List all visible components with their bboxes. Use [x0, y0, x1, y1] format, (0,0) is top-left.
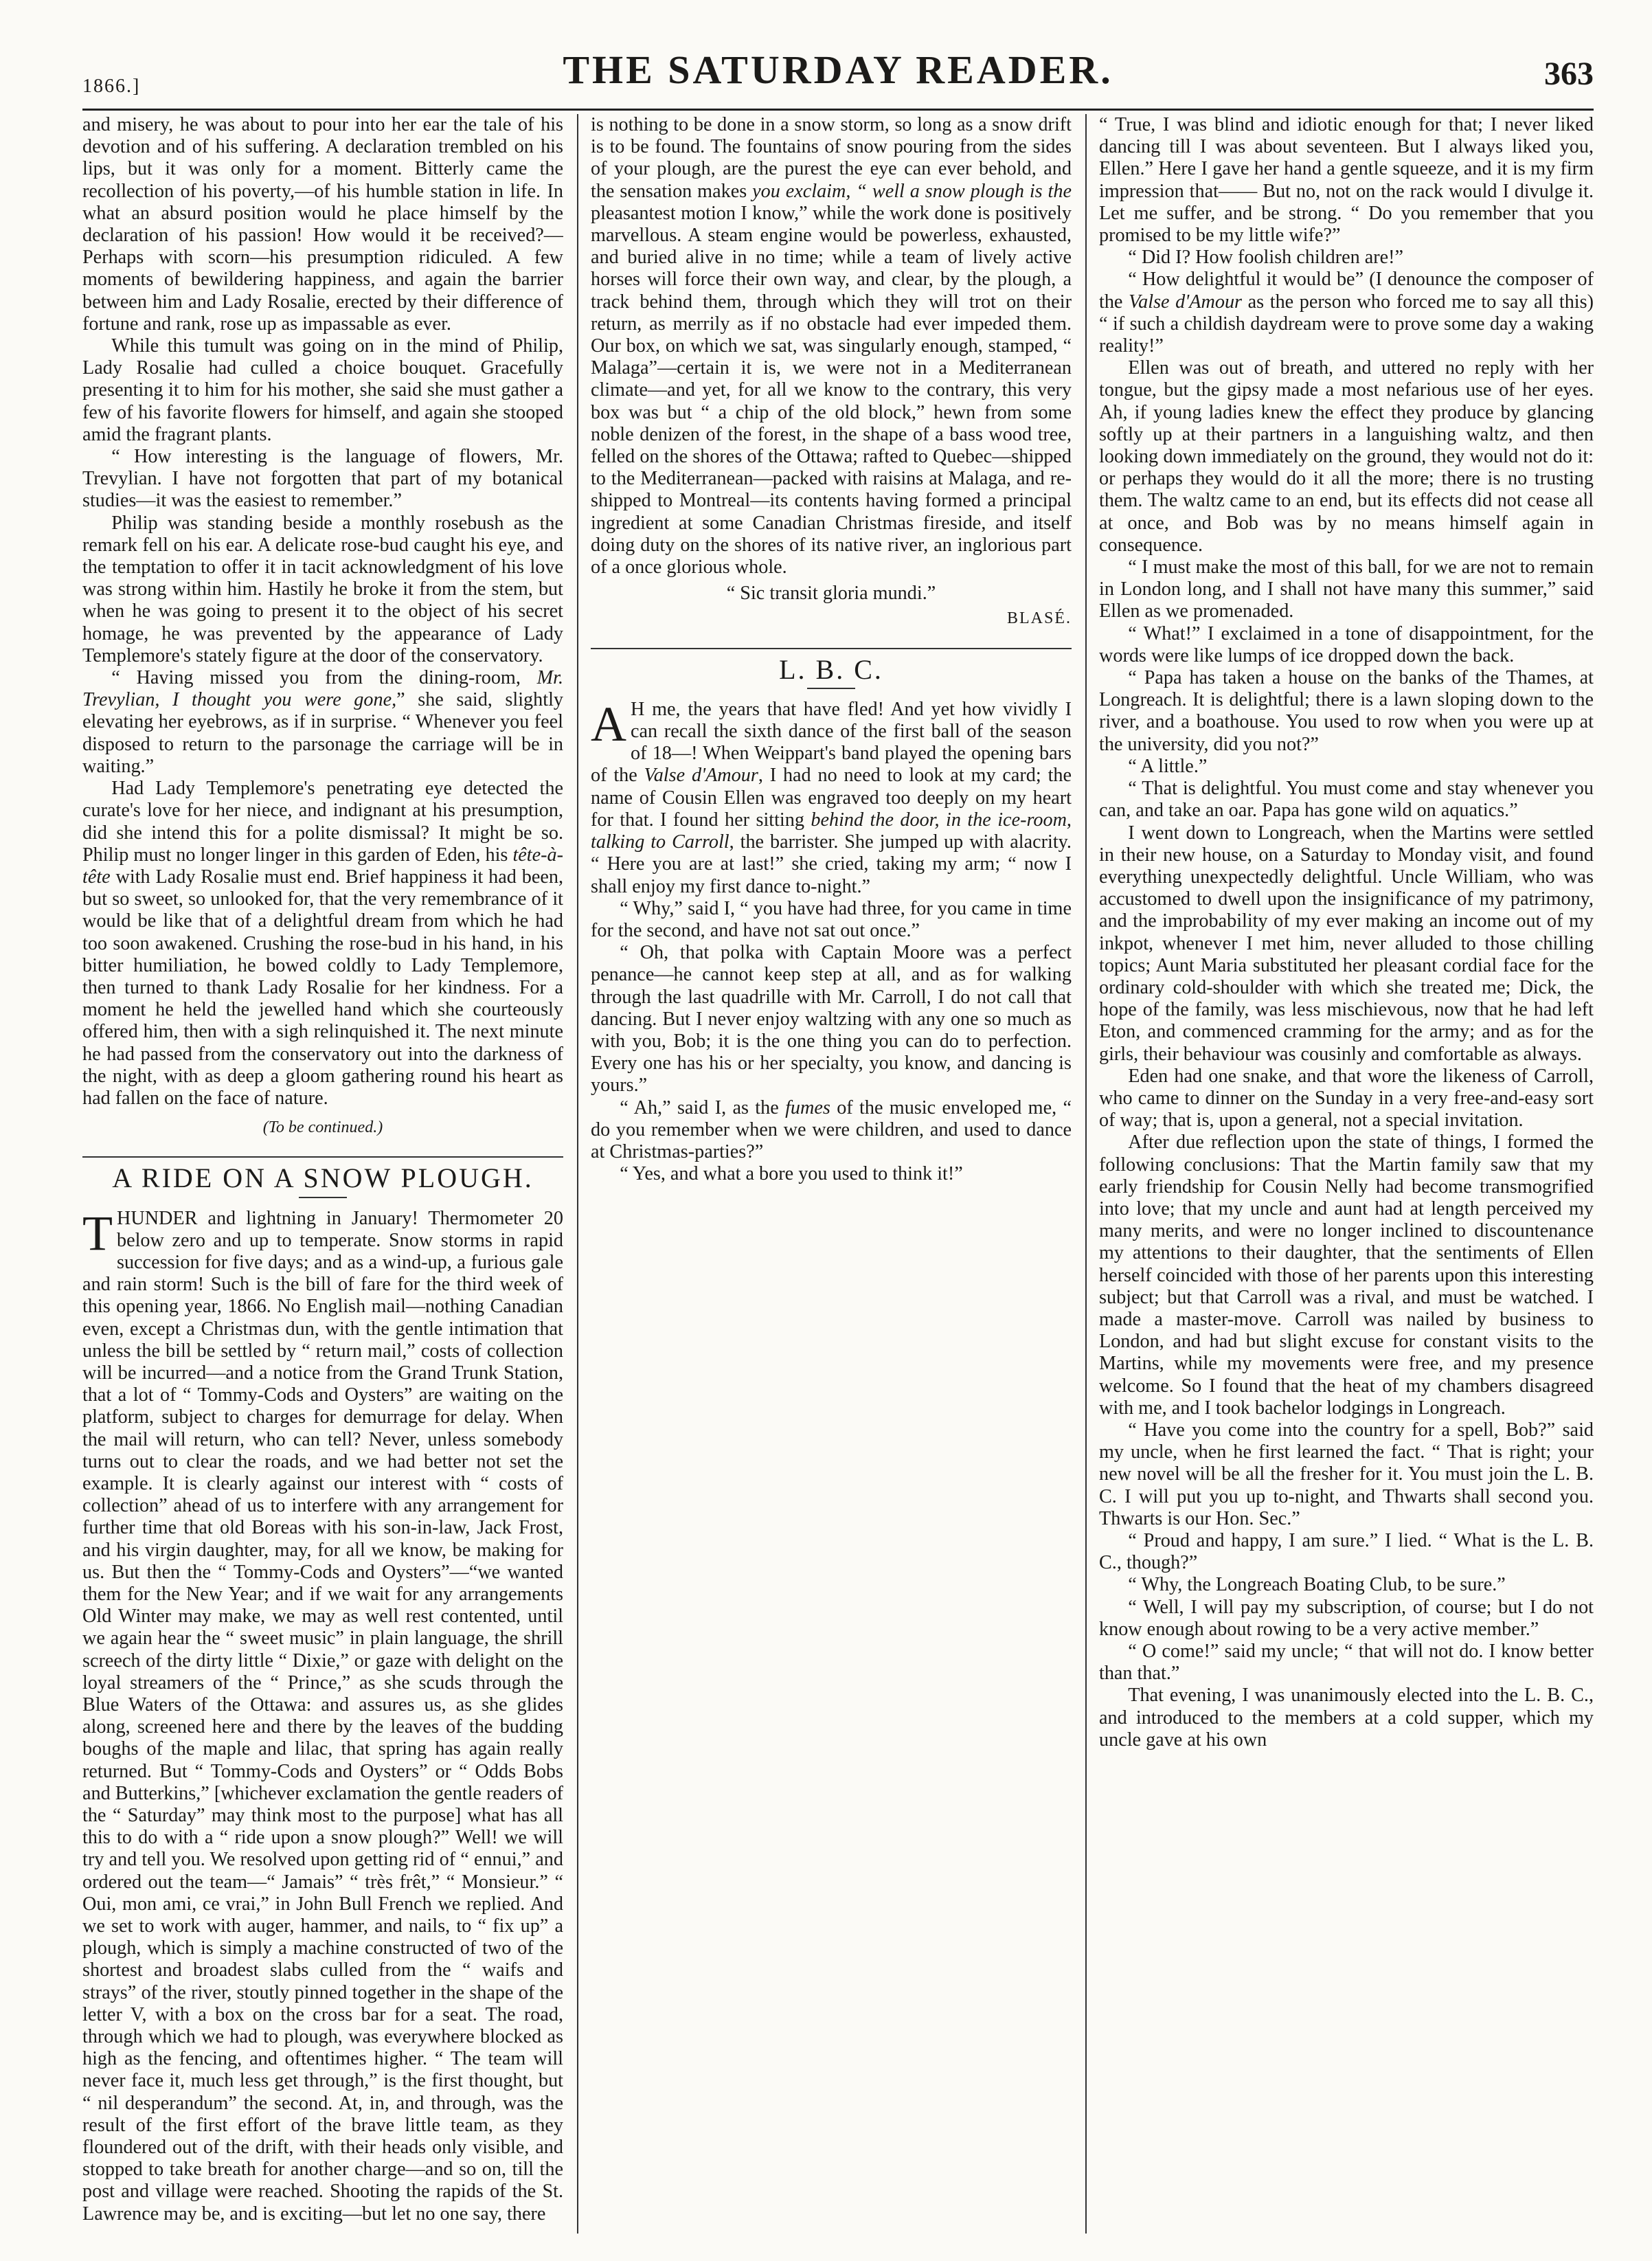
publication-title: THE SATURDAY READER. — [563, 47, 1113, 92]
author-signature: BLASÉ. — [1006, 609, 1072, 628]
lbc-paragraph: “ A little.” — [1128, 755, 1208, 777]
lbc-paragraph: “ Proud and happy, I am sure.” I lied. “ What is the L. B. C., though?” — [1099, 1530, 1594, 1574]
lbc-paragraph: “ What!” I exclaimed in a tone of disappointment, for the words were like lumps of ice dropped down the back. — [1099, 622, 1594, 666]
lbc-paragraph: Eden had one snake, and that wore the likeness of Carroll, who came to dinner on the Sunday in a very free-and-easy sort of way; that is, upon a general, not a special invitation. — [1099, 1065, 1594, 1132]
column-divider — [577, 114, 578, 2234]
lbc-paragraph: “ Oh, that polka with Captain Moore was a perfect penance—he cannot keep step at all, and as for walking through the last quadrille with Mr. Carroll, I do not call that dancing. But I never enjoy waltzing with any one so much as with you, Bob; it is the one thing you can do to perfection. Every one has his or her specialty, you know, and dancing is yours.” — [591, 942, 1072, 1096]
issue-date: 1866.] — [82, 76, 141, 97]
column-2-flow — [591, 114, 1072, 578]
title-rule — [807, 688, 855, 689]
column-3 — [1099, 114, 1594, 2234]
lbc-paragraph: “ Why,” said I, “ you have had three, for you came in time for the second, and have not sat out once.” — [591, 897, 1072, 941]
latin-quote: “ Sic transit gloria mundi.” — [726, 583, 936, 605]
title-rule — [299, 1197, 347, 1198]
lbc-paragraph: “ How delightful it would be” (I denounce the composer of the Valse d'Amour as the person who forced me to say all this) “ if such a childish daydream were to prove some day a waking reality!” — [1099, 269, 1594, 357]
lbc-paragraph: “ O come!” said my uncle; “ that will not do. I know better than that.” — [1099, 1641, 1594, 1685]
drop-cap: A — [591, 696, 626, 752]
masthead — [82, 21, 1594, 110]
lbc-paragraph: “ Ah,” said I, as the fumes of the music enveloped me, “ do you remember when we were children, and used to dance at Christmas-parties?” — [591, 1096, 1072, 1162]
column-divider — [1085, 114, 1087, 2234]
article-title-snow-plough: A RIDE ON A SNOW PLOUGH. — [82, 1156, 563, 1189]
article-title-lbc: L. B. C. — [591, 648, 1072, 681]
drop-cap: T — [82, 1205, 113, 1261]
story-paragraph: “ Having missed you from the dining-room, Mr. Trevylian, I thought you were gone,” she said, slightly elevating her eyebrows, as if in surprise. “ Whenever you feel disposed to return to the parsonage the carriage will be in waiting.” — [82, 667, 563, 777]
lbc-paragraph: “ That is delightful. You must come and stay whenever you can, and take an oar. Papa has gone wild on aquatics.” — [1099, 778, 1594, 822]
story-paragraph: While this tumult was going on in the mind of Philip, Lady Rosalie had culled a choice bouquet. Gracefully presenting it to him for his mother, she said she must gather a few of his favorite flowers for himself, and again she stooped amid the fragrant plants. — [82, 335, 563, 445]
lbc-paragraph: I went down to Longreach, when the Martins were settled in their new house, on a Saturday to Monday visit, and found everything unexpectedly delightful. Uncle William, who was accustomed to dwell upon the insignificance of my patrimony, and the improbability of my ever making an income out of my inkpot, whenever I met him, never alluded to those chilling topics; Aunt Maria substituted her pleasant cordial face for the ordinary cold-shoulder with which she treated me; Dick, the hope of the family, was less mischievous, now that he had left Eton, and commenced cramming for the army; and as for the girls, their behaviour was cousinly and comfortable as always. — [1099, 822, 1594, 1065]
snow-plough-paragraph: THUNDER and lightning in January! Thermometer 20 below zero and up to temperate. Snow storms in rapid succession for five days; and as a wind-up, a furious gale and rain storm! Such is the bill of fare for the third week of this opening year, 1866. No English mail—nothing Canadian even, except a Christmas dun, with the gentle intimation that unless the bill be settled by “ return mail,” costs of collection will be incurred—and a notice from the Grand Trunk Station, that a lot of “ Tommy-Cods and Oysters” are waiting on the platform, subject to charges for demurrage for delay. When the mail will return, who can tell? Never, unless somebody turns out to clear the roads, and we had better not set the example. It is clearly against our interest with “ costs of collection” ahead of us to interfere with any arrangement for further time that old Boreas with his son-in-law, Jack Frost, and his virgin daughter, may, for all we know, be making for us. But then the “ Tommy-Cods and Oysters”—“we wanted them for the New Year; and if we wait for any arrangements Old Winter may make, we may as well rest contented, until we again hear the “ sweet music” in plain language, the shrill screech of the dirty little “ Dixie,” or gaze with delight on the loyal streamers of the “ Prince,” as she scuds through the Blue Waters of the Ottawa: and assures us, as she glides along, screened here and there by the leaves of the budding boughs of the maple and lilac, that spring has again really returned. But “ Tommy-Cods and Oysters” or “ Odds Bobs and Butterkins,” [whichever exclamation the gentle readers of the “ Saturday” may think most to the purpose] what has all this to do with a “ ride upon a snow plough?” Well! we will try and tell you. We resolved upon getting rid of “ ennui,” and ordered out the team—“ Jamais” “ très frêt,” “ Monsieur.” “ Oui, mon ami, ce vrai,” in John Bull French we replied. And we set to work with auger, hammer, and nails, to “ fix up” a plough, which is simply a machine constructed of two of the shortest and broadest slabs culled from the “ waifs and strays” of the river, stoutly pinned together in the shape of the letter V, with a box on the cross bar for a seat. The road, through which we had to plough, was everywhere blocked as high as the fencing, and oftentimes higher. “ The team will never face it, much less get through,” is the first thought, but “ nil desperandum” the second. At, in, and through, was the result of the first effort of the brave little team, as they floundered out of the drift, with their heads only visible, and stopped to take breath for another charge—and so on, till the post and village were reached. Shooting the rapids of the St. Lawrence may be, and is exciting—but let no one say, there — [82, 1205, 563, 2225]
lbc-paragraph: “ Papa has taken a house on the banks of the Thames, at Longreach. It is delightful; there is a lawn sloping down to the river, and a boathouse. You used to row when you were up at the university, did you not?” — [1099, 667, 1594, 755]
lbc-paragraph: “ True, I was blind and idiotic enough for that; I never liked dancing till I was about seventeen. But I always liked you, Ellen.” Here I gave her hand a gentle squeeze, and it is my firm impression that—— But no, not on the rack would I divulge it. Let me suffer, and be strong. “ Do you remember that you promised to be my little wife?” — [1099, 114, 1594, 247]
lbc-paragraph: “ Well, I will pay my subscription, of course; but I do not know enough about rowing to be a very active member.” — [1099, 1596, 1594, 1640]
lbc-paragraph: “ I must make the most of this ball, for we are not to remain in London long, and I shall not have many this summer,” said Ellen as we promenaded. — [1099, 556, 1594, 622]
story-paragraph: and misery, he was about to pour into her ear the tale of his devotion and of his suffering. A declaration trembled on his lips, but it was only for a moment. Bitterly came the recollection of his poverty,—of his humble station in life. In what an absurd position would he place himself by the declaration of his passion! How would it be received?—Perhaps with scorn—his presumption ridiculed. A few moments of bewildering happiness, and again the barrier between him and Lady Rosalie, erected by their difference of fortune and rank, rose up as impassable as ever. — [82, 114, 563, 335]
column-2 — [591, 114, 1072, 2234]
story-paragraph: Philip was standing beside a monthly rosebush as the remark fell on his ear. A delicate rose-bud caught his eye, and the temptation to offer it in tacit acknowledgment of his love was strong within him. Hastily he broke it from the stem, but when he was going to present it to the object of his secret homage, he was prevented by the appearance of Lady Templemore's stately figure at the door of the conservatory. — [82, 512, 563, 666]
lbc-paragraph: After due reflection upon the state of things, I formed the following conclusions: That the Martin family saw that my early friendship for Cousin Nelly had become transmogrified into love; that my uncle and aunt had at length perceived my many merits, and were no longer inclined to discountenance my attentions to their daughter, that the sentiments of Ellen herself coincided with those of her parents upon this interesting subject; but that Carroll was a rival, and must be watched. I made a master-move. Carroll was nailed by business to London, and had but slight excuse for constant visits to the Martins, while my movements were free, and my presence welcome. So I found that the heat of my chambers disagreed with me, and I took bachelor lodgings in Longreach. — [1099, 1132, 1594, 1419]
story-paragraph: Had Lady Templemore's penetrating eye detected the curate's love for her niece, and indignant at his presumption, did she intend this for a polite dismissal? It might be so. Philip must no longer linger in this garden of Eden, his tête-à-tête with Lady Rosalie must end. Brief happiness it had been, but so sweet, so unlooked for, that the very remembrance of it would be like that of a delightful dream from which he had too soon awakened. Crushing the rose-bud in his hand, in his bitter humiliation, he bowed coldly to Lady Templemore, then turned to thank Lady Rosalie for her kindness. For a moment he held the jewelled hand which she courteously offered him, then with a sigh relinquished it. The next minute he had passed from the conservatory out into the darkness of the night, with as deep a gloom gathering round his heart as had fallen on the face of nature. — [82, 778, 563, 1109]
column-1 — [82, 114, 563, 2234]
lbc-paragraph: That evening, I was unanimously elected into the L. B. C., and introduced to the members at a cold supper, which my uncle gave at his own — [1099, 1685, 1594, 1751]
continued-note: (To be continued.) — [262, 1118, 383, 1137]
lbc-paragraph: “ Did I? How foolish children are!” — [1128, 247, 1404, 269]
header-rule — [82, 109, 1594, 111]
page-number: 363 — [1544, 56, 1594, 92]
lbc-paragraph: “ Yes, and what a bore you used to think it!” — [620, 1163, 963, 1185]
snow-plough-paragraph-continued: is nothing to be done in a snow storm, so long as a snow drift is to be found. The fountains of snow pouring from the sides of your plough, are the purest the eye can ever behold, and the sensation makes you exclaim, “ well a snow plough is the pleasantest motion I know,” while the work done is positively marvellous. A steam engine would be powerless, exhausted, and buried alive in no time; while a team of lively active horses will force their own way, and clear, by the plough, a track behind them, through which they will trot on their return, as merrily as if no obstacle had ever impeded them. Our box, on which we sat, was singularly enough, stamped, “ Malaga”—certain it is, we were not in a Mediterranean climate—and yet, for all we know to the contrary, this very box was but “ a chip of the old block,” hewn from some noble denizen of the forest, in the shape of a bass wood tree, felled on the shores of the Ottawa; rafted to Quebec—shipped to the Mediterranean—packed with raisins at Malaga, and re-shipped to Montreal—its contents having formed a principal ingredient at some Canadian Christmas fireside, and itself doing duty on the shores of its native river, an inglorious part of a once glorious whole. — [591, 114, 1072, 578]
lbc-paragraph: Ellen was out of breath, and uttered no reply with her tongue, but the gipsy made a most nefarious use of her eyes. Ah, if young ladies knew the effect they produce by glancing softly up at their partners in a languishing waltz, and then looking down immediately on the ground, they would not do it: or perhaps they would do it all the more; there is no trusting them. The waltz came to an end, but its effects did not cease all at once, and Bob was by no means himself again in consequence. — [1099, 357, 1594, 556]
story-paragraph: “ How interesting is the language of flowers, Mr. Trevylian. I have not forgotten that part of my botanical studies—it was the easiest to remember.” — [82, 446, 563, 512]
lbc-paragraph: “ Why, the Longreach Boating Club, to be sure.” — [1128, 1574, 1506, 1596]
lbc-paragraph: “ Have you come into the country for a spell, Bob?” said my uncle, when he first learned the fact. “ That is right; your new novel will be all the fresher for it. You must join the L. B. C. I will put you up to-night, and Thwarts shall second you. Thwarts is our Hon. Sec.” — [1099, 1419, 1594, 1529]
lbc-paragraph: A H me, the years that have fled! And yet how vividly I can recall the sixth dance of the first ball of the season of 18—! When Weippart's band played the opening bars of the Valse d'Amour, I had no need to look at my card; the name of Cousin Ellen was engraved too deeply on my heart for that. I found her sitting behind the door, in the ice-room, talking to Carroll, the barrister. She jumped up with alacrity. “ Here you are at last!” she cried, taking my arm; “ now I shall enjoy my first dance to-night.” — [591, 696, 1072, 897]
